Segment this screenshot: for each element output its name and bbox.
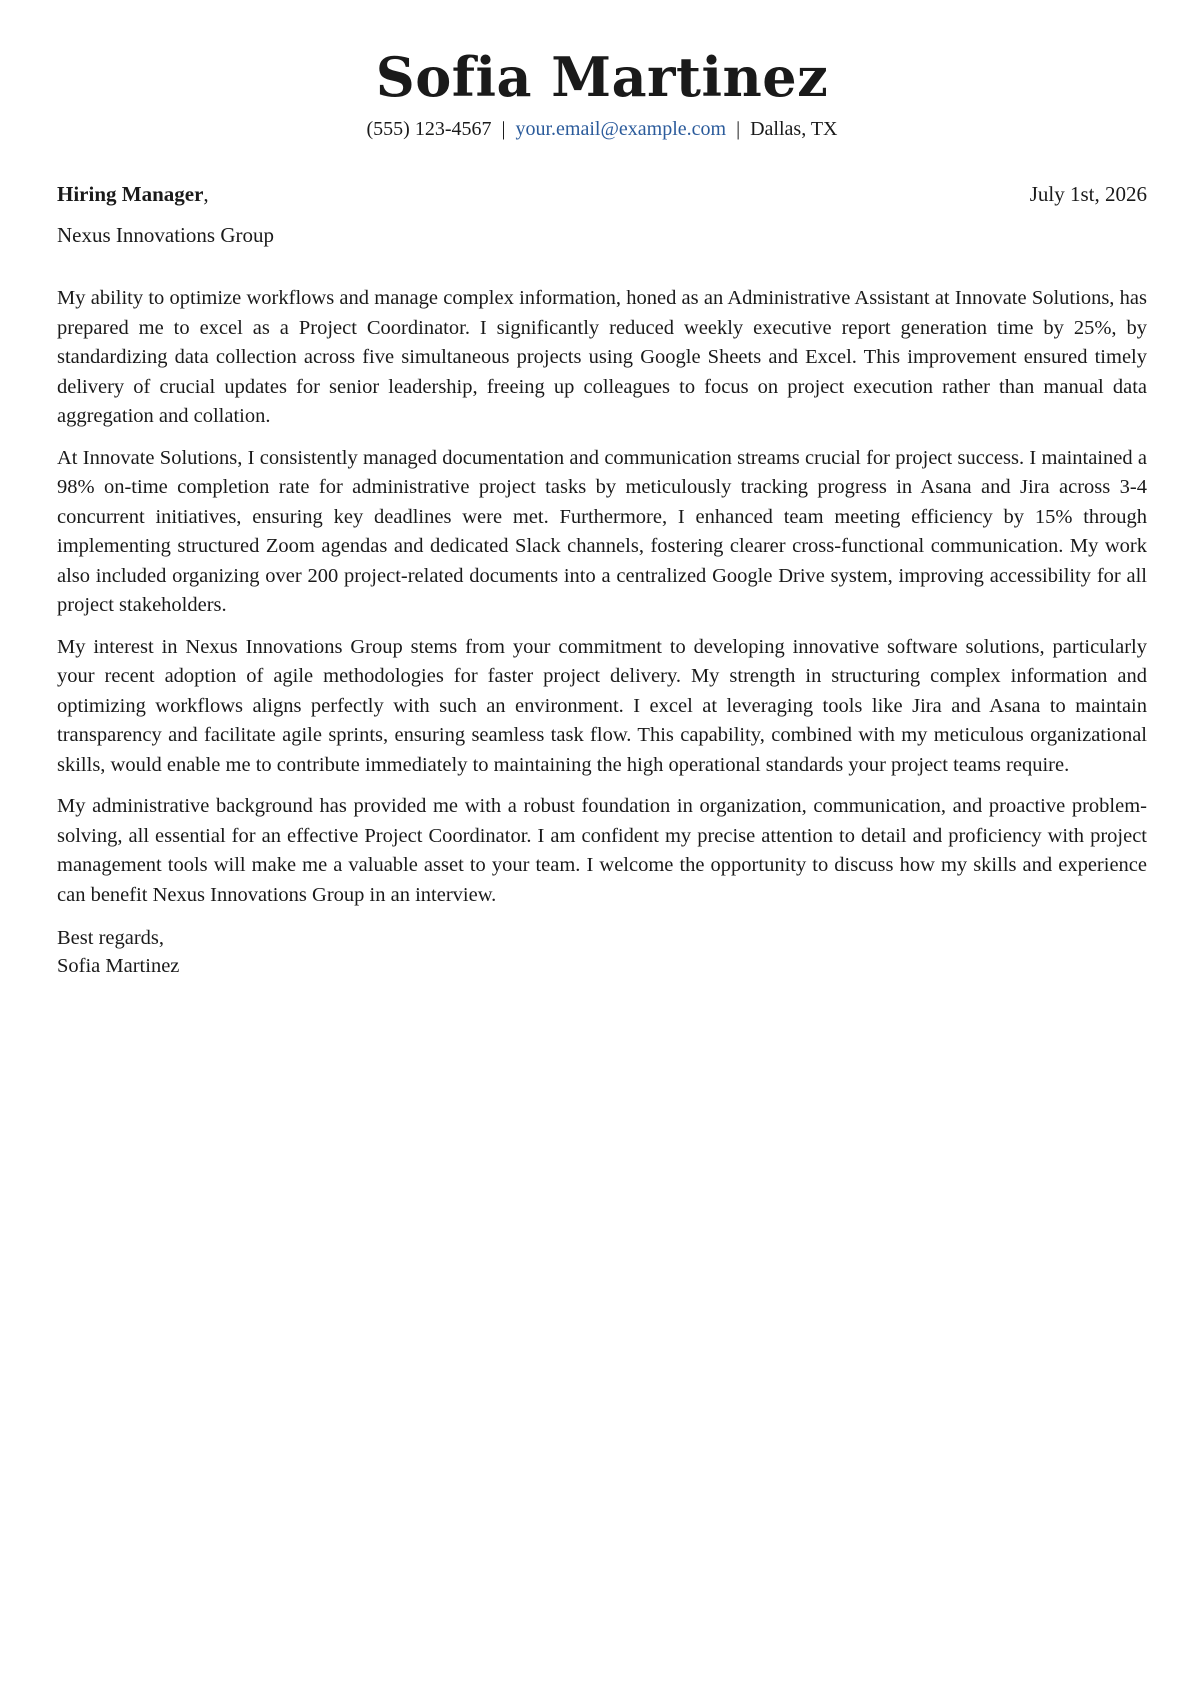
separator: | xyxy=(736,118,741,140)
body-paragraph: My administrative background has provided me with a robust foundation in organization, communication, and proactive problem-solving, all essential for an effective Project Coordinator. I am confident my precise attention to detail and proficiency with project management tools will make me a valuable asset to your team. I welcome the opportunity to discuss how my skills and experience can benefit Nexus Innovations Group in an interview. xyxy=(57,795,1147,906)
applicant-name: Sofia Martinez xyxy=(375,45,829,109)
signature: Sofia Martinez xyxy=(57,955,180,977)
recipient-name: Hiring Manager xyxy=(57,182,204,206)
recipient-salutation xyxy=(57,182,209,206)
separator: | xyxy=(501,118,506,140)
closing-block xyxy=(57,924,1147,980)
body-paragraph: At Innovate Solutions, I consistently managed documentation and communication streams crucial for project success. I maintained a 98% on-time completion rate for administrative project tasks by meticulously tracking progress in Asana and Jira across 3-4 concurrent initiatives, ensuring key deadlines were met. Furthermore, I enhanced team meeting efficiency by 15% through implementing structured Zoom agendas and dedicated Slack channels, fostering clearer cross-functional communication. My work also included organizing over 200 project-related documents into a centralized Google Drive system, improving accessibility for all project stakeholders. xyxy=(57,446,1147,616)
recipient-company: Nexus Innovations Group xyxy=(57,223,274,247)
salutation-row xyxy=(57,180,1147,208)
location: Dallas, TX xyxy=(750,118,838,140)
letter-body xyxy=(57,284,1147,980)
email-link[interactable]: your.email@example.com xyxy=(515,118,727,140)
letter-date: July 1st, 2026 xyxy=(1029,182,1147,206)
body-paragraph: My ability to optimize workflows and manage complex information, honed as an Administrative Assistant at Innovate Solutions, has prepared me to excel as a Project Coordinator. I significantly reduced weekly executive report generation time by 25%, by standardizing data collection across five simultaneous projects using Google Sheets and Excel. This improvement ensured timely delivery of crucial updates for senior leadership, freeing up colleagues to focus on project execution rather than manual data aggregation and collation. xyxy=(57,287,1147,427)
phone-number: (555) 123-4567 xyxy=(366,118,492,140)
recipient-punctuation: , xyxy=(203,182,209,206)
contact-line xyxy=(57,116,1147,142)
signoff: Best regards, xyxy=(57,927,165,949)
body-paragraph: My interest in Nexus Innovations Group stems from your commitment to developing innovative software solutions, particularly your recent adoption of agile methodologies for faster project delivery. My strength in structuring complex information and optimizing workflows aligns perfectly with such an environment. I excel at leveraging tools like Jira and Asana to maintain transparency and facilitate agile sprints, ensuring seamless task flow. This capability, combined with my meticulous organizational skills, would enable me to contribute immediately to maintaining the high operational standards your project teams require. xyxy=(57,635,1147,776)
